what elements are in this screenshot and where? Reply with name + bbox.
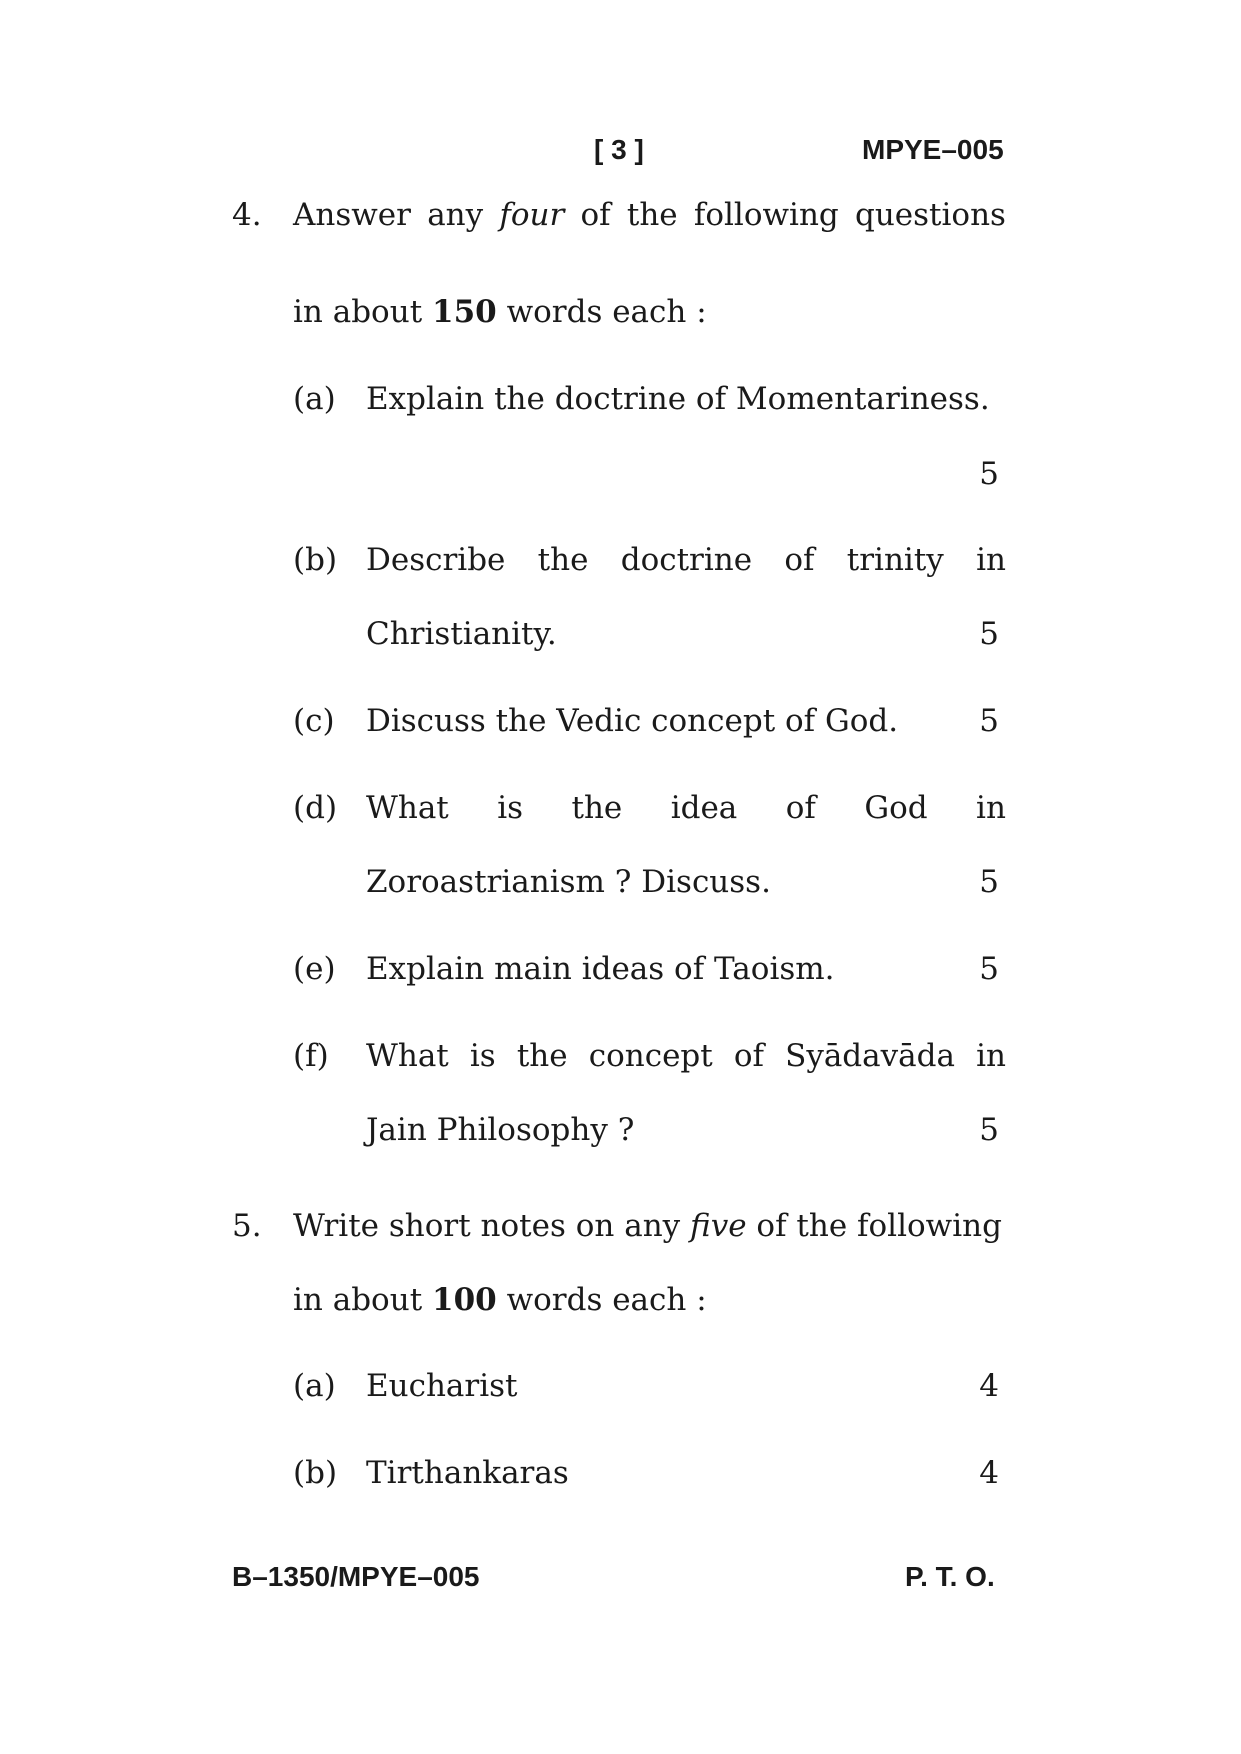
word: is xyxy=(497,790,524,826)
word: God xyxy=(864,790,928,826)
word-emphasis: four xyxy=(499,197,565,233)
word: Answer xyxy=(293,197,411,233)
word: of xyxy=(733,1038,764,1074)
word: the xyxy=(571,790,623,826)
item-marks: 5 xyxy=(979,1112,999,1148)
item-text: Eucharist xyxy=(366,1368,518,1404)
footer-paper-code: B–1350/MPYE–005 xyxy=(232,1561,480,1592)
word: questions xyxy=(854,197,1006,233)
item-label: (a) xyxy=(293,1368,336,1404)
word: following xyxy=(693,197,839,233)
word: idea xyxy=(670,790,738,826)
item-label: (a) xyxy=(293,381,336,417)
text-segment: words each : xyxy=(496,1282,707,1318)
word: the xyxy=(537,542,589,578)
item-text-line1 xyxy=(366,1038,1006,1074)
page-number: [ 3 ] xyxy=(594,134,644,165)
word: in xyxy=(976,1038,1006,1074)
text-segment: of the following xyxy=(746,1208,1002,1244)
item-text: Explain main ideas of Taoism. xyxy=(366,951,835,987)
item-marks: 5 xyxy=(979,864,999,900)
item-text: Tirthankaras xyxy=(366,1455,569,1491)
word: of xyxy=(784,542,815,578)
word: in xyxy=(976,542,1006,578)
word: What xyxy=(366,1038,449,1074)
word: the xyxy=(516,1038,568,1074)
item-label: (e) xyxy=(293,951,336,987)
word-emphasis: five xyxy=(690,1208,747,1244)
paper-code-header: MPYE–005 xyxy=(862,134,1004,165)
question-5-instruction-line1 xyxy=(293,1208,1002,1244)
item-marks: 5 xyxy=(979,703,999,739)
item-marks: 5 xyxy=(979,616,999,652)
item-label: (c) xyxy=(293,703,335,739)
item-marks: 5 xyxy=(979,456,999,492)
text-segment: in about xyxy=(293,1282,433,1318)
word: What xyxy=(366,790,449,826)
word: doctrine xyxy=(620,542,753,578)
item-text-line1 xyxy=(366,790,1006,826)
item-label: (d) xyxy=(293,790,338,826)
word-count: 150 xyxy=(432,294,497,330)
word: is xyxy=(469,1038,496,1074)
text-segment: words each : xyxy=(496,294,707,330)
word: of xyxy=(580,197,611,233)
question-number-4: 4. xyxy=(232,197,262,233)
word: concept xyxy=(588,1038,713,1074)
word: in xyxy=(976,790,1006,826)
item-marks: 4 xyxy=(979,1368,999,1404)
question-4-instruction-line2 xyxy=(293,294,707,330)
item-text-line2: Jain Philosophy ? xyxy=(366,1112,635,1148)
item-label: (b) xyxy=(293,1455,338,1491)
question-number-5: 5. xyxy=(232,1208,262,1244)
item-text-line2: Zoroastrianism ? Discuss. xyxy=(366,864,771,900)
word-count: 100 xyxy=(432,1282,497,1318)
item-text-line2: Christianity. xyxy=(366,616,557,652)
item-text: Explain the doctrine of Momentariness. xyxy=(366,381,990,417)
item-label: (f) xyxy=(293,1038,329,1074)
word: Describe xyxy=(366,542,506,578)
word: any xyxy=(427,197,484,233)
item-text-line1 xyxy=(366,542,1006,578)
text-segment: Write short notes on any xyxy=(293,1208,691,1244)
item-text: Discuss the Vedic concept of God. xyxy=(366,703,899,739)
question-5-instruction-line2 xyxy=(293,1282,707,1318)
word: Syādavāda xyxy=(785,1038,955,1074)
item-label: (b) xyxy=(293,542,338,578)
question-4-instruction-line1 xyxy=(293,197,1006,233)
word: of xyxy=(785,790,816,826)
footer-pto: P. T. O. xyxy=(905,1561,995,1592)
text-segment: in about xyxy=(293,294,433,330)
item-marks: 5 xyxy=(979,951,999,987)
word: trinity xyxy=(846,542,944,578)
item-marks: 4 xyxy=(979,1455,999,1491)
word: the xyxy=(626,197,678,233)
